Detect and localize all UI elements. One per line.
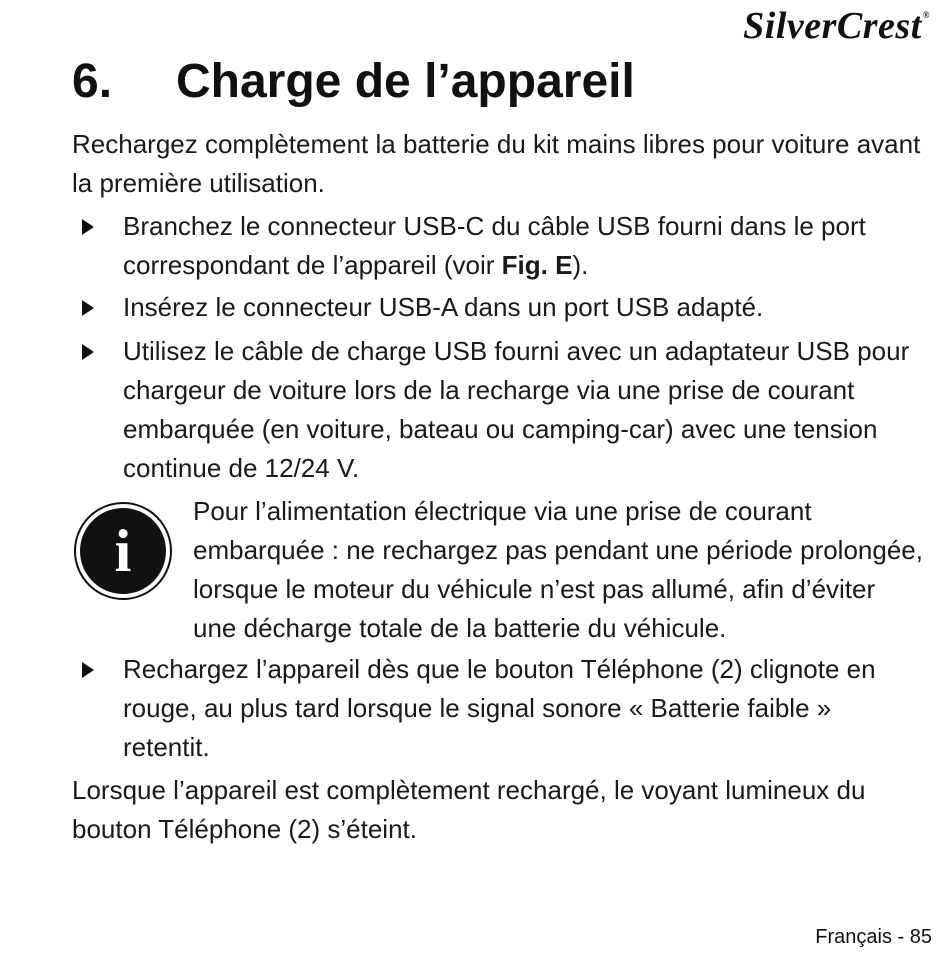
- list-item-text: Branchez le connecteur USB-C du câble USB fourni dans le port correspondant de l’appareil (voir Fig. E).: [123, 211, 866, 280]
- list-item-text: Insérez le connecteur USB-A dans un port USB adapté.: [123, 292, 764, 322]
- arrow-bullet-icon: [82, 207, 98, 246]
- info-icon-glyph: i: [80, 508, 166, 594]
- brand-logo: [743, 4, 930, 48]
- figure-reference: Fig. E: [501, 250, 573, 280]
- list-item: [72, 332, 922, 488]
- intro-paragraph: Rechargez complètement la batterie du kit mains libres pour voiture avant la première utilisation.: [72, 129, 921, 198]
- arrow-bullet-icon: [82, 650, 98, 689]
- list-item: [72, 207, 922, 285]
- page-title: [72, 54, 635, 109]
- arrow-bullet-icon: [82, 288, 98, 327]
- closing-paragraph: Lorsque l’appareil est complètement rechargé, le voyant lumineux du bouton Téléphone (2) s’éteint.: [72, 775, 866, 844]
- list-item: [72, 650, 922, 767]
- arrow-bullet-icon: [82, 332, 98, 371]
- page-footer: Français - 85: [815, 926, 932, 948]
- brand-name: SilverCrest: [743, 5, 922, 47]
- list-item: [72, 288, 922, 327]
- registered-mark: ®: [922, 10, 930, 20]
- section-number: 6.: [72, 55, 113, 108]
- list-item-text: Rechargez l’appareil dès que le bouton Téléphone (2) clignote en rouge, au plus tard lorsque le signal sonore « Batterie faible » retentit.: [123, 654, 876, 762]
- info-icon: [74, 502, 172, 600]
- info-note: Pour l’alimentation électrique via une prise de courant embarquée : ne rechargez pas pendant une période prolongée, lorsque le moteur du véhicule n’est pas allumé, afin d’éviter une décharge totale de la batterie du véhicule.: [193, 496, 923, 643]
- section-title: Charge de l’appareil: [176, 55, 635, 108]
- list-item-text: Utilisez le câble de charge USB fourni avec un adaptateur USB pour chargeur de voiture lors de la recharge via une prise de courant embarquée (en voiture, bateau ou camping-car) avec une tension continue de 12/24 V.: [123, 336, 910, 483]
